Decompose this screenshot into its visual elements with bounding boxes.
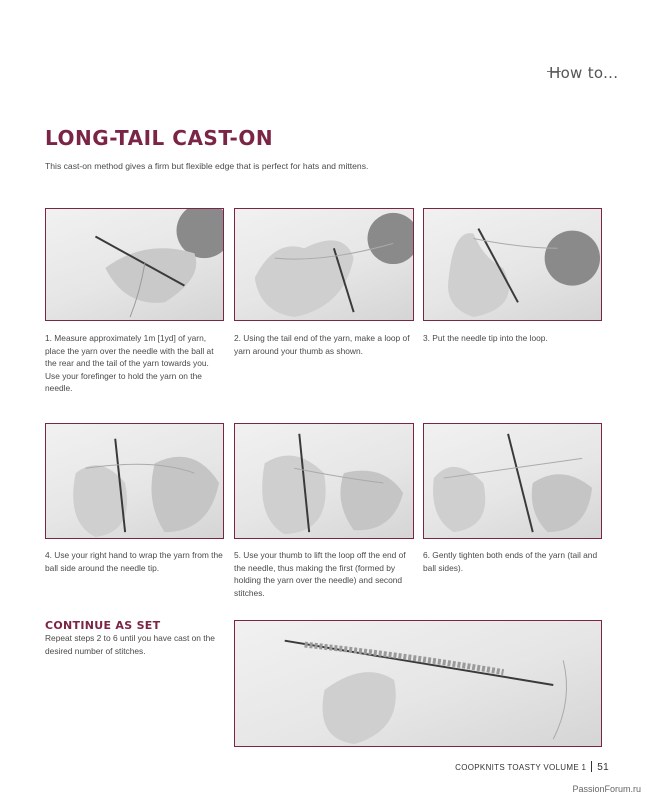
continue-heading: CONTINUE AS SET (45, 619, 161, 632)
step-6-photo (423, 423, 602, 539)
page-footer (455, 761, 609, 773)
watermark: PassionForum.ru (572, 784, 641, 794)
step-1-caption: 1. Measure approximately 1m [1yd] of yarn, place the yarn over the needle with the ball at the rear and the tail of the yarn towards you. Use your forefinger to hold the yarn on the needle. (45, 333, 214, 394)
step-3-caption: 3. Put the needle tip into the loop. (423, 333, 548, 343)
step-3-photo (423, 208, 602, 321)
step-5-photo (234, 423, 414, 539)
step-6-caption: 6. Gently tighten both ends of the yarn (tail and ball sides). (423, 550, 598, 573)
cast-on-result-photo (234, 620, 602, 747)
page-title: LONG-TAIL CAST-ON (45, 126, 274, 150)
page-number: 51 (597, 762, 609, 773)
step-4-photo (45, 423, 224, 539)
footer-divider (591, 761, 592, 772)
step-4-caption: 4. Use your right hand to wrap the yarn from the ball side around the needle tip. (45, 550, 223, 573)
step-1-photo (45, 208, 224, 321)
intro-text: This cast-on method gives a firm but flexible edge that is perfect for hats and mittens. (45, 161, 369, 171)
continue-text: Repeat steps 2 to 6 until you have cast on the desired number of stitches. (45, 633, 215, 656)
step-5-caption: 5. Use your thumb to lift the loop off the end of the needle, thus making the first (formed by holding the yarn over the needle) and second stitches. (234, 550, 406, 598)
step-2-caption: 2. Using the tail end of the yarn, make a loop of yarn around your thumb as shown. (234, 333, 410, 356)
step-2-photo (234, 208, 414, 321)
section-label: How to... (549, 64, 619, 82)
publication-name: COOPKNITS TOASTY VOLUME 1 (455, 763, 587, 772)
